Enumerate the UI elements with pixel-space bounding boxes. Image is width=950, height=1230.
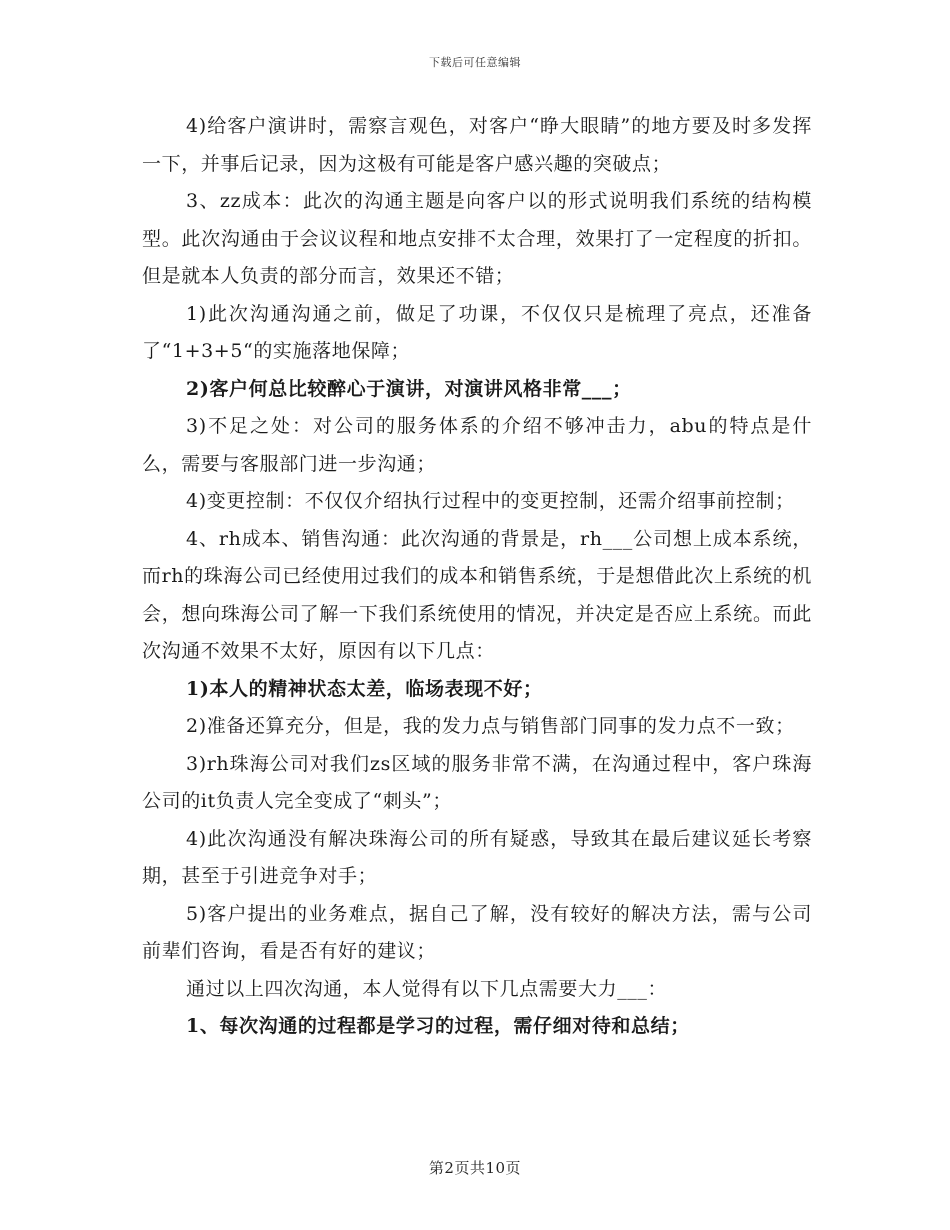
paragraph: 4)此次沟通没有解决珠海公司的所有疑惑，导致其在最后建议延长考察期，甚至于引进竞争对手； [142,827,812,887]
paragraph: 3)不足之处：对公司的服务体系的介绍不够冲击力，abu的特点是什么，需要与客服部门进一步沟通； [142,415,812,475]
paragraph: 1)本人的精神状态太差，临场表现不好； [186,677,543,700]
page-header: 下载后可任意编辑 [429,56,521,69]
page-number: 第2页共10页 [428,1159,522,1177]
paragraph: 5)客户提出的业务难点，据自己了解，没有较好的解决方法，需与公司前辈们咨询，看是否有好的建议； [142,902,812,962]
paragraph: 3)rh珠海公司对我们zs区域的服务非常不满，在沟通过程中，客户珠海公司的it负责人完全变成了“刺头”； [142,752,812,812]
paragraph: 1、每次沟通的过程都是学习的过程，需仔细对待和总结； [186,1015,690,1037]
paragraph: 4、rh成本、销售沟通：此次沟通的背景是，rh___公司想上成本系统，而rh的珠海公司已经使用过我们的成本和销售系统，于是想借此次上系统的机会，想向珠海公司了解一下我们系统使用的情况，并决定是否应上系统。而此次沟通不效果不太好，原因有以下几点： [142,527,812,662]
document-body [142,108,812,1046]
paragraph: 2)客户何总比较醉心于演讲，对演讲风格非常___； [186,377,632,400]
paragraph: 3、zz成本：此次的沟通主题是向客户以的形式说明我们系统的结构模型。此次沟通由于会议议程和地点安排不太合理，效果打了一定程度的折扣。但是就本人负责的部分而言，效果还不错； [142,190,812,287]
paragraph: 2)准备还算充分，但是，我的发力点与销售部门同事的发力点不一致； [186,715,795,737]
paragraph: 4)变更控制：不仅仅介绍执行过程中的变更控制，还需介绍事前控制； [186,490,795,512]
paragraph: 通过以上四次沟通，本人觉得有以下几点需要大力___： [186,977,668,1000]
paragraph: 1)此次沟通沟通之前，做足了功课，不仅仅只是梳理了亮点，还准备了“1+3+5“的实施落地保障； [142,302,812,362]
paragraph: 4)给客户演讲时，需察言观色，对客户“睁大眼睛”的地方要及时多发挥一下，并事后记录，因为这极有可能是客户感兴趣的突破点； [142,115,812,175]
